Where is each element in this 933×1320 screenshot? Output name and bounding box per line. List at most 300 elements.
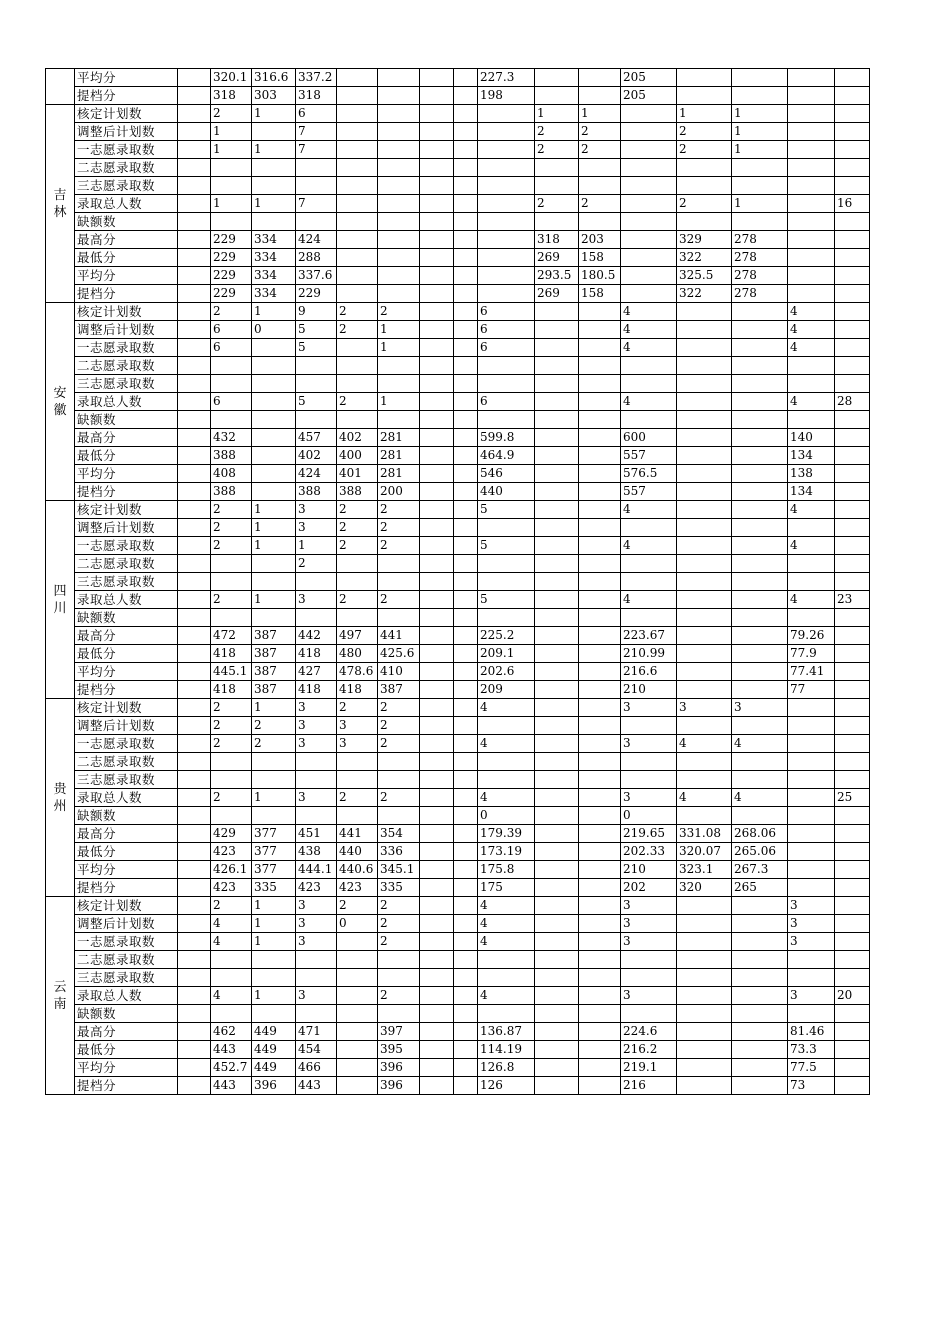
row-label: 核定计划数 (75, 897, 178, 915)
value-cell: 1 (252, 537, 296, 555)
row-label: 三志愿录取数 (75, 177, 178, 195)
value-cell: 546 (478, 465, 535, 483)
value-cell: 471 (296, 1023, 337, 1041)
value-cell (535, 177, 579, 195)
value-cell (835, 771, 870, 789)
value-cell (178, 591, 211, 609)
value-cell: 2 (211, 537, 252, 555)
value-cell (337, 69, 378, 87)
value-cell (579, 753, 621, 771)
value-cell (788, 735, 835, 753)
value-cell (677, 1005, 732, 1023)
value-cell (478, 555, 535, 573)
value-cell: 6 (478, 339, 535, 357)
value-cell (454, 285, 478, 303)
value-cell: 377 (252, 843, 296, 861)
value-cell (535, 87, 579, 105)
value-cell (579, 591, 621, 609)
value-cell: 1 (211, 123, 252, 141)
value-cell: 179.39 (478, 825, 535, 843)
value-cell (454, 447, 478, 465)
value-cell (621, 375, 677, 393)
value-cell (296, 771, 337, 789)
value-cell (677, 429, 732, 447)
table-row (46, 789, 870, 807)
value-cell (835, 609, 870, 627)
value-cell (178, 123, 211, 141)
value-cell: 2 (211, 303, 252, 321)
value-cell (835, 141, 870, 159)
value-cell (420, 177, 454, 195)
value-cell (535, 753, 579, 771)
value-cell (454, 987, 478, 1005)
value-cell: 320.07 (677, 843, 732, 861)
value-cell: 3 (621, 915, 677, 933)
value-cell (535, 483, 579, 501)
value-cell (535, 951, 579, 969)
value-cell (677, 753, 732, 771)
value-cell: 423 (211, 843, 252, 861)
value-cell (732, 1059, 788, 1077)
value-cell (835, 447, 870, 465)
province-label: 吉 林 (53, 187, 67, 220)
value-cell: 320 (677, 879, 732, 897)
value-cell: 138 (788, 465, 835, 483)
value-cell: 278 (732, 285, 788, 303)
value-cell (535, 663, 579, 681)
value-cell: 478.6 (337, 663, 378, 681)
table-row (46, 1041, 870, 1059)
value-cell (579, 303, 621, 321)
value-cell (677, 897, 732, 915)
value-cell: 2 (535, 123, 579, 141)
value-cell: 278 (732, 249, 788, 267)
value-cell (677, 609, 732, 627)
value-cell (835, 465, 870, 483)
table-row (46, 915, 870, 933)
table-row (46, 645, 870, 663)
value-cell (454, 303, 478, 321)
value-cell: 4 (732, 735, 788, 753)
value-cell (732, 537, 788, 555)
value-cell: 2 (378, 537, 420, 555)
value-cell: 0 (478, 807, 535, 825)
table-row (46, 159, 870, 177)
value-cell (732, 951, 788, 969)
row-label: 录取总人数 (75, 789, 178, 807)
value-cell (621, 285, 677, 303)
value-cell: 219.1 (621, 1059, 677, 1077)
value-cell (535, 789, 579, 807)
value-cell (478, 969, 535, 987)
value-cell (677, 681, 732, 699)
value-cell (677, 411, 732, 429)
value-cell (835, 429, 870, 447)
value-cell (677, 303, 732, 321)
value-cell (420, 987, 454, 1005)
value-cell (378, 267, 420, 285)
value-cell (454, 843, 478, 861)
value-cell: 1 (252, 501, 296, 519)
row-label: 一志愿录取数 (75, 141, 178, 159)
value-cell (621, 573, 677, 591)
value-cell (835, 807, 870, 825)
value-cell (621, 195, 677, 213)
value-cell: 4 (788, 591, 835, 609)
row-label: 提档分 (75, 879, 178, 897)
value-cell (835, 1077, 870, 1095)
value-cell: 229 (211, 249, 252, 267)
value-cell: 334 (252, 267, 296, 285)
value-cell (420, 411, 454, 429)
value-cell (420, 555, 454, 573)
value-cell (535, 987, 579, 1005)
value-cell: 2 (378, 897, 420, 915)
value-cell (337, 987, 378, 1005)
row-label: 核定计划数 (75, 105, 178, 123)
value-cell (788, 609, 835, 627)
value-cell (835, 519, 870, 537)
value-cell (378, 213, 420, 231)
value-cell (788, 519, 835, 537)
table-row (46, 573, 870, 591)
value-cell (677, 1041, 732, 1059)
value-cell (178, 339, 211, 357)
value-cell (178, 519, 211, 537)
value-cell (579, 375, 621, 393)
value-cell: 452.7 (211, 1059, 252, 1077)
value-cell (478, 951, 535, 969)
table-row (46, 627, 870, 645)
table-row (46, 195, 870, 213)
value-cell (579, 519, 621, 537)
value-cell: 77.41 (788, 663, 835, 681)
value-cell: 388 (211, 483, 252, 501)
value-cell: 466 (296, 1059, 337, 1077)
value-cell: 4 (788, 303, 835, 321)
table-row (46, 249, 870, 267)
value-cell (420, 843, 454, 861)
value-cell (535, 159, 579, 177)
value-cell (677, 663, 732, 681)
value-cell (178, 105, 211, 123)
value-cell: 3 (788, 897, 835, 915)
value-cell (252, 771, 296, 789)
value-cell (621, 159, 677, 177)
value-cell (621, 519, 677, 537)
value-cell (454, 969, 478, 987)
value-cell: 410 (378, 663, 420, 681)
value-cell: 2 (378, 519, 420, 537)
province-cell (46, 897, 75, 1095)
value-cell (420, 123, 454, 141)
row-label: 提档分 (75, 681, 178, 699)
value-cell (478, 771, 535, 789)
value-cell (732, 501, 788, 519)
value-cell: 1 (252, 933, 296, 951)
row-label: 提档分 (75, 1077, 178, 1095)
row-label: 平均分 (75, 663, 178, 681)
value-cell (732, 645, 788, 663)
value-cell (296, 213, 337, 231)
value-cell (535, 375, 579, 393)
value-cell: 3 (296, 897, 337, 915)
value-cell (420, 789, 454, 807)
value-cell (535, 357, 579, 375)
value-cell (478, 249, 535, 267)
row-label: 三志愿录取数 (75, 573, 178, 591)
value-cell: 126 (478, 1077, 535, 1095)
value-cell: 4 (478, 735, 535, 753)
value-cell: 4 (621, 501, 677, 519)
value-cell: 457 (296, 429, 337, 447)
value-cell: 3 (621, 735, 677, 753)
value-cell (420, 69, 454, 87)
value-cell (178, 951, 211, 969)
value-cell: 77.5 (788, 1059, 835, 1077)
value-cell (835, 1023, 870, 1041)
table-row (46, 303, 870, 321)
value-cell (579, 897, 621, 915)
value-cell (178, 897, 211, 915)
value-cell (579, 1005, 621, 1023)
value-cell: 2 (211, 699, 252, 717)
value-cell (732, 807, 788, 825)
value-cell: 4 (211, 915, 252, 933)
value-cell (579, 987, 621, 1005)
value-cell (420, 159, 454, 177)
value-cell: 229 (211, 267, 252, 285)
value-cell (621, 123, 677, 141)
value-cell (337, 753, 378, 771)
value-cell (178, 753, 211, 771)
value-cell (454, 1041, 478, 1059)
value-cell (835, 1041, 870, 1059)
value-cell (677, 393, 732, 411)
value-cell (478, 105, 535, 123)
value-cell: 464.9 (478, 447, 535, 465)
value-cell (788, 555, 835, 573)
value-cell (420, 663, 454, 681)
value-cell (420, 303, 454, 321)
value-cell: 2 (337, 897, 378, 915)
value-cell: 3 (296, 789, 337, 807)
value-cell: 4 (677, 789, 732, 807)
value-cell: 2 (337, 789, 378, 807)
value-cell (535, 897, 579, 915)
value-cell (454, 339, 478, 357)
value-cell: 3 (732, 699, 788, 717)
value-cell (579, 771, 621, 789)
value-cell (211, 753, 252, 771)
value-cell (296, 357, 337, 375)
value-cell (732, 321, 788, 339)
value-cell: 2 (579, 195, 621, 213)
value-cell: 3 (621, 987, 677, 1005)
value-cell: 418 (211, 681, 252, 699)
value-cell (420, 573, 454, 591)
value-cell (378, 249, 420, 267)
value-cell: 175 (478, 879, 535, 897)
value-cell: 388 (296, 483, 337, 501)
value-cell (732, 609, 788, 627)
value-cell (835, 537, 870, 555)
row-label: 最低分 (75, 249, 178, 267)
value-cell (732, 1005, 788, 1023)
value-cell (677, 69, 732, 87)
value-cell (454, 357, 478, 375)
value-cell: 2 (378, 699, 420, 717)
value-cell (378, 195, 420, 213)
value-cell (677, 537, 732, 555)
value-cell (454, 681, 478, 699)
value-cell: 223.67 (621, 627, 677, 645)
value-cell (337, 195, 378, 213)
value-cell: 335 (252, 879, 296, 897)
value-cell (478, 213, 535, 231)
value-cell: 25 (835, 789, 870, 807)
value-cell: 3 (296, 519, 337, 537)
value-cell (178, 285, 211, 303)
value-cell (788, 717, 835, 735)
value-cell (337, 267, 378, 285)
value-cell: 281 (378, 447, 420, 465)
value-cell (454, 591, 478, 609)
value-cell (420, 753, 454, 771)
value-cell (420, 213, 454, 231)
value-cell (337, 1005, 378, 1023)
row-label: 二志愿录取数 (75, 951, 178, 969)
value-cell (677, 591, 732, 609)
value-cell (677, 213, 732, 231)
value-cell: 180.5 (579, 267, 621, 285)
value-cell (420, 717, 454, 735)
value-cell (454, 879, 478, 897)
value-cell: 443 (211, 1077, 252, 1095)
value-cell (835, 879, 870, 897)
value-cell: 0 (252, 321, 296, 339)
value-cell (535, 609, 579, 627)
value-cell (337, 249, 378, 267)
value-cell: 599.8 (478, 429, 535, 447)
value-cell: 480 (337, 645, 378, 663)
table-row (46, 375, 870, 393)
value-cell (454, 87, 478, 105)
value-cell (835, 303, 870, 321)
value-cell (579, 681, 621, 699)
row-label: 三志愿录取数 (75, 771, 178, 789)
value-cell (296, 753, 337, 771)
value-cell: 2 (378, 735, 420, 753)
value-cell (835, 1059, 870, 1077)
table-row (46, 591, 870, 609)
value-cell: 2 (337, 303, 378, 321)
value-cell (420, 375, 454, 393)
value-cell (178, 159, 211, 177)
value-cell (835, 843, 870, 861)
value-cell: 3 (621, 789, 677, 807)
value-cell: 205 (621, 69, 677, 87)
row-label: 调整后计划数 (75, 123, 178, 141)
value-cell (420, 393, 454, 411)
province-cell (46, 105, 75, 303)
value-cell (677, 1023, 732, 1041)
value-cell: 2 (677, 141, 732, 159)
value-cell (579, 555, 621, 573)
value-cell: 423 (337, 879, 378, 897)
value-cell (621, 717, 677, 735)
value-cell: 0 (621, 807, 677, 825)
table-row (46, 483, 870, 501)
value-cell: 4 (621, 303, 677, 321)
value-cell (252, 429, 296, 447)
value-cell (677, 627, 732, 645)
table-row (46, 537, 870, 555)
value-cell (788, 213, 835, 231)
value-cell (337, 951, 378, 969)
value-cell: 227.3 (478, 69, 535, 87)
value-cell: 387 (252, 645, 296, 663)
value-cell (621, 231, 677, 249)
value-cell (579, 501, 621, 519)
value-cell: 216 (621, 1077, 677, 1095)
table-row (46, 663, 870, 681)
value-cell (211, 357, 252, 375)
value-cell (420, 447, 454, 465)
value-cell (732, 393, 788, 411)
row-label: 调整后计划数 (75, 519, 178, 537)
value-cell (835, 933, 870, 951)
value-cell (252, 555, 296, 573)
value-cell: 7 (296, 123, 337, 141)
value-cell (535, 303, 579, 321)
value-cell (677, 177, 732, 195)
value-cell: 1 (732, 141, 788, 159)
value-cell (252, 339, 296, 357)
value-cell (835, 231, 870, 249)
value-cell (788, 825, 835, 843)
value-cell (337, 1023, 378, 1041)
value-cell (178, 681, 211, 699)
value-cell: 210.99 (621, 645, 677, 663)
value-cell (454, 105, 478, 123)
value-cell (732, 483, 788, 501)
value-cell (835, 645, 870, 663)
table-row (46, 105, 870, 123)
value-cell: 418 (337, 681, 378, 699)
value-cell (732, 519, 788, 537)
value-cell: 472 (211, 627, 252, 645)
value-cell (378, 771, 420, 789)
value-cell (835, 87, 870, 105)
value-cell (732, 987, 788, 1005)
value-cell (178, 717, 211, 735)
value-cell (835, 213, 870, 231)
value-cell (454, 483, 478, 501)
value-cell (454, 411, 478, 429)
value-cell (677, 519, 732, 537)
value-cell: 2 (211, 735, 252, 753)
value-cell (677, 645, 732, 663)
value-cell (378, 807, 420, 825)
value-cell (835, 825, 870, 843)
table-row (46, 501, 870, 519)
value-cell: 2 (337, 393, 378, 411)
value-cell: 2 (378, 591, 420, 609)
value-cell (454, 123, 478, 141)
table-row (46, 987, 870, 1005)
value-cell: 2 (378, 789, 420, 807)
